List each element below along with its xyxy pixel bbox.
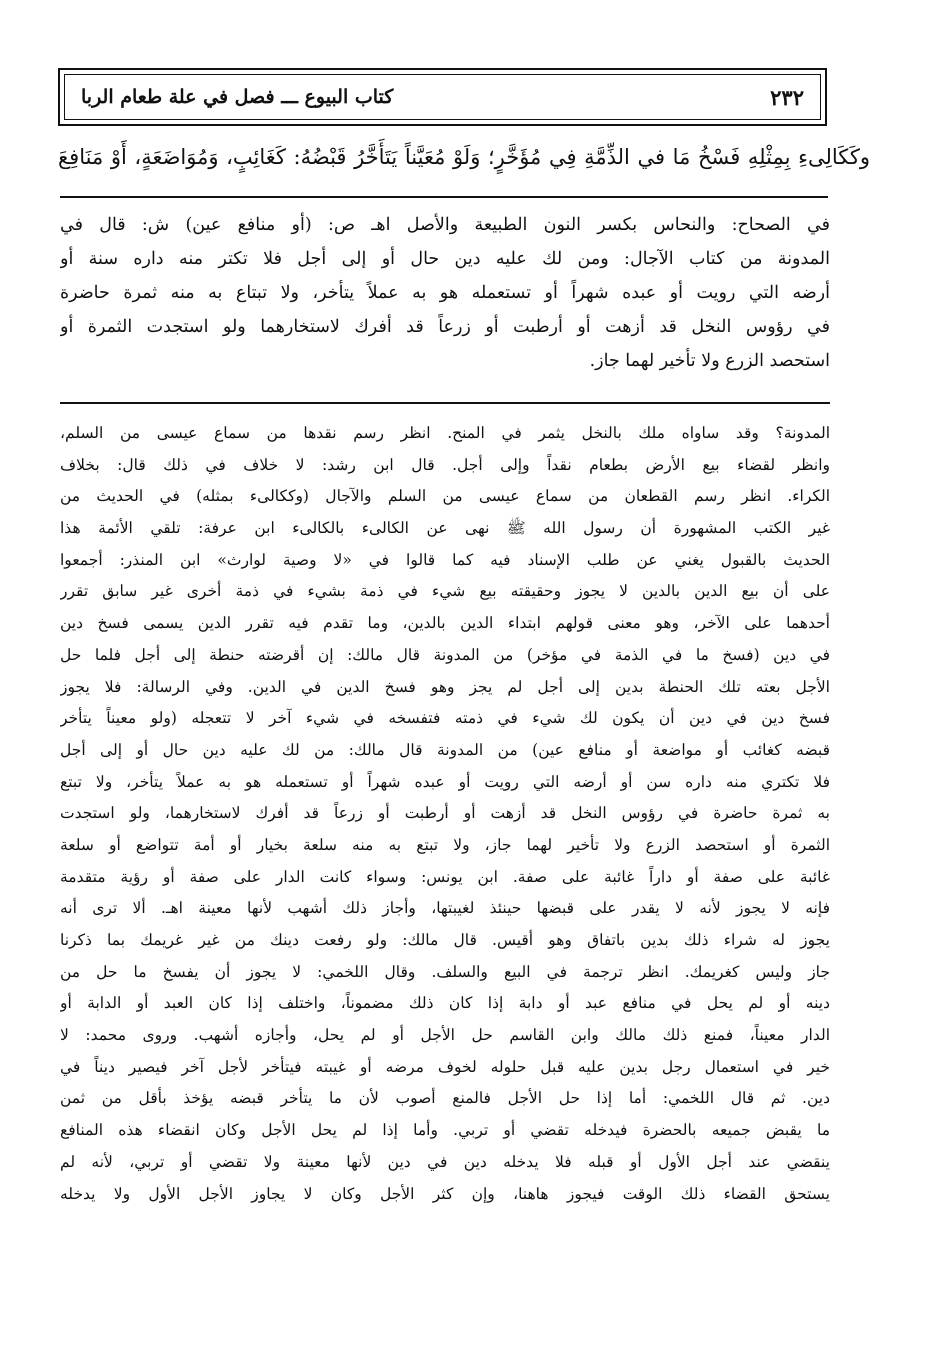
- sharh-line: أرضه التي رويت أو عبده شهراً أو تستعمله هو به عملاً يتأخر، ولا تبتاع به منه ثمرة حاضرة: [60, 283, 830, 303]
- note-line: الحديث بالقبول يغني عن طلب الإسناد فيه كما قالوا في «لا وصية لوارث» ابن المنذر: أجمعوا: [60, 550, 830, 569]
- note-line: يجوز له شراء ذلك بدين باتفاق وهو أقيس. قال مالك: ولو رفعت دينك من غير غريمك بما ذكرنا: [60, 931, 830, 949]
- footnote-commentary: [60, 418, 830, 1210]
- footnote-divider: [60, 402, 830, 404]
- note-line: وانظر لقضاء بيع الأرض بطعام نقداً وإلى أجل. قال ابن رشد: لا خلاف في ذلك قال: بخلاف: [60, 455, 830, 474]
- sharh-line: في الصحاح: والنحاس بكسر النون الطبيعة والأصل اهـ ص: (أو منافع عين) ش: قال في: [60, 215, 830, 235]
- note-line: خير في استعمال رجل بدين عليه قبل حلوله لخوف مرضه أو غيبته فيتأخر لأجل آخر فيصير ديناً في: [60, 1057, 830, 1076]
- note-line: ما يقبض جميعه بالحضرة فيدخله تقضي أو تربي. وأما إذا لم يحل الأجل وكان انقضاء هذه المنافع: [60, 1121, 830, 1140]
- running-header-inner: [64, 74, 821, 120]
- note-line: أحدهما على الآخر، وهو معنى قولهم ابتداء الدين بالدين، وما تقدم فيه تقرر الدين يسمى فسخ دين: [60, 614, 830, 633]
- note-line: جاز وليس كغريمك. انظر ترجمة في البيع والسلف. وقال اللخمي: لا يجوز أن يفسخ ما حل من: [60, 962, 830, 981]
- running-header: [58, 68, 827, 126]
- running-title: كتاب البيوع ـــ فصل في علة طعام الربا: [81, 86, 394, 108]
- note-line: فإنه لا يجوز لأنه لا يقدر على قبضها حينئذ لغيبتها، وأجاز ذلك أشهب لأنها معينة اهـ. ألا ترى أنه: [60, 899, 830, 918]
- note-line: غير الكتب المشهورة أن رسول الله ﷺ نهى عن الكالىء بالكالىء ابن عرفة: تلقي الأئمة هذا: [60, 519, 830, 538]
- note-line: يستحق القضاء ذلك الوقت فيجوز هاهنا، وإن كثر الأجل وكان لا يجاوز الأجل الأول ولا يدخله: [60, 1184, 830, 1203]
- note-line: على أن بيع الدين بالدين لا يجوز وحقيقته بيع شيء في ذمة بشيء في ذمة أخرى غير سابق تقرر: [60, 582, 830, 601]
- note-line: في دين (فسخ ما في الذمة في مؤخر) من المدونة قال مالك: إن أقرضته حنطة إلى أجل فلما حل: [60, 645, 830, 664]
- matn-text: وكَكَالِىءِ بِمِثْلِهِ فَسْخُ مَا في الذِّمَّةِ فِي مُؤَخَّرٍ؛ وَلَوْ مُعَيَّناً يَتَأَخَّرُ قَبْضُهُ: كَغَائِبٍ، وَمُوَاضَعَةٍ، أَوْ مَنَافِعَ: [58, 145, 870, 169]
- note-line: غائبة على صفة أو داراً غائبة على صفة. ابن يونس: وسواء كانت الدار على صفة أو رؤية متقدمة: [60, 867, 830, 886]
- sharh-commentary: [60, 208, 830, 378]
- note-line: فلا تكتري منه داره سن أو أرضه التي رويت أو عبده شهراً أو تستعمله هو به عملاً يتأخر، ولا تبتع: [60, 772, 830, 791]
- page-number: ٢٣٢: [770, 84, 804, 110]
- note-line: الكراء. انظر رسم القطعان من سماع عيسى من السلم والآجال (وككالىء بمثله) في الحديث من: [60, 487, 830, 506]
- note-line: الثمرة أو استحصد الزرع ولا تأخير لهما جاز، ولا تبتع به منه سلعة بخيار أو أمة تتواضع أو سلعة: [60, 835, 830, 854]
- note-line: الدار معيناً، فمنع ذلك مالك وابن القاسم حل الأجل أو لم يحل، وأجازه أشهب. وروى محمد: لا: [60, 1026, 830, 1045]
- note-line: ينقضي عند أجل الأول أو قبله فلا يدخله دين في دين لأنها معينة ولا تقضي أو تربي، لأنه لم: [60, 1152, 830, 1171]
- matn-divider: [60, 196, 828, 198]
- note-line: الأجل بعته تلك الحنطة بدين إلى أجل لم يجز وهو فسخ الدين في الدين. وفي الرسالة: فلا يجوز: [60, 677, 830, 696]
- note-line: فسخ دين في دين أن يكون لك شيء في ذمته فتفسخه في شيء آخر لا تتعجله (ولو معيناً يتأخر: [60, 709, 830, 728]
- note-line: به ثمرة حاضرة في رؤوس النخل قد أزهت أو أرطبت أو زرعاً قد أفرك لاستخارهما، ولو استجدت: [60, 804, 830, 823]
- sharh-line: استحصد الزرع ولا تأخير لهما جاز.: [589, 351, 830, 371]
- note-line: قبضه كغائب أو مواضعة أو منافع عين) من المدونة قال مالك: من لك عليه دين حال أو إلى أجل: [60, 740, 830, 759]
- note-line: دين. ثم قال اللخمي: أما إذا حل الأجل فالمنع أصوب لأن ما يتأخر قبضه يؤخذ بأقل من ثمن: [60, 1089, 830, 1108]
- sharh-line: في رؤوس النخل قد أزهت أو أرطبت أو زرعاً قد أفرك لاستخارهما ولو استجدت الثمرة أو: [60, 317, 830, 337]
- note-line: المدونة؟ وقد ساواه ملك بالنخل يثمر في المنح. انظر رسم نقدها من سماع عيسى من السلم،: [60, 424, 830, 442]
- note-line: دينه أو لم يحل في منافع عبد أو دابة إذا كان ذلك مضموناً، واختلف إذا كان العبد أو الدابة أو: [60, 994, 830, 1013]
- sharh-line: المدونة من كتاب الآجال: ومن لك عليه دين حال أو إلى أجل فلا تكتر منه داره سنة أو: [60, 249, 830, 269]
